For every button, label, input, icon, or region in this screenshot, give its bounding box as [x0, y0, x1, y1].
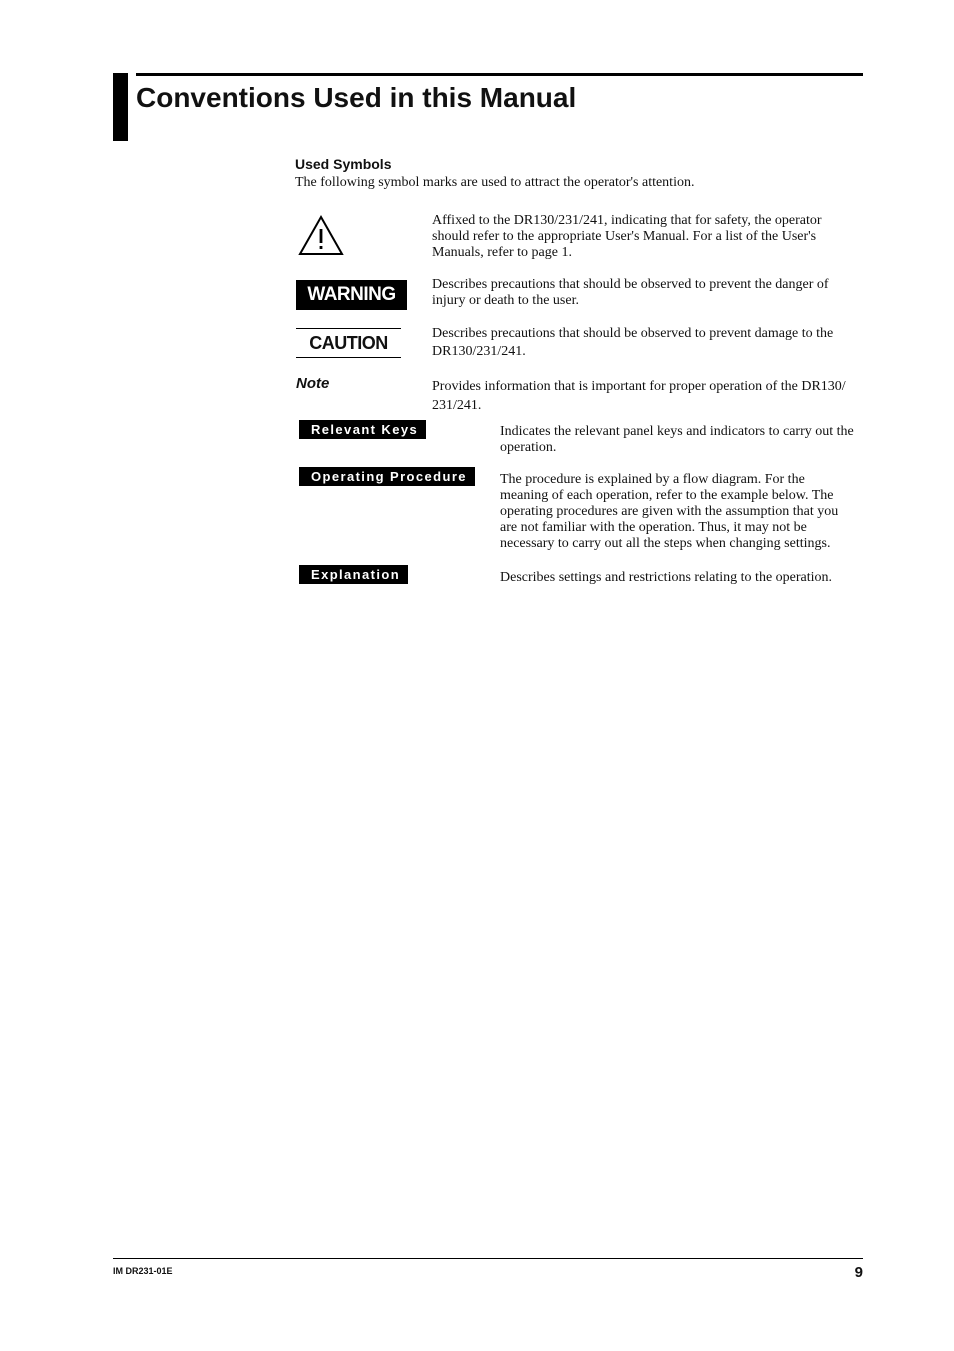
warning-triangle-icon: [297, 214, 345, 258]
section-heading: Used Symbols: [295, 156, 392, 172]
warning-badge: WARNING: [296, 280, 407, 310]
caution-description: Describes precautions that should be observed to prevent damage to the DR130/231/241.: [432, 326, 834, 359]
title-accent-bar: [113, 73, 128, 141]
caution-badge: CAUTION: [296, 328, 401, 358]
footer-document-id: IM DR231-01E: [113, 1266, 173, 1276]
warning-description: Describes precautions that should be observed to prevent the danger of injury or death to the user.: [432, 277, 829, 308]
operating-procedure-label: Operating Procedure: [299, 467, 475, 486]
explanation-description: Describes settings and restrictions relating to the operation.: [500, 570, 833, 585]
page-number: 9: [854, 1264, 863, 1281]
operating-procedure-description: The procedure is explained by a flow diagram. For the meaning of each operation, refer to the example below. The operating procedures are given with the assumption that you are not familiar with the operation. Thus, it may not be necessary to carry out all the steps when changing settings.: [500, 472, 839, 551]
page-title: Conventions Used in this Manual: [136, 82, 577, 113]
note-description: Provides information that is important for proper operation of the DR130/ 231/241.: [432, 379, 846, 413]
footer-rule: [113, 1258, 863, 1259]
title-rule: [136, 73, 863, 76]
relevant-keys-description: Indicates the relevant panel keys and indicators to carry out the operation.: [500, 424, 854, 455]
note-label: Note: [296, 375, 330, 392]
section-intro: The following symbol marks are used to attract the operator's attention.: [295, 175, 695, 190]
safety-symbol-description: Affixed to the DR130/231/241, indicating that for safety, the operator should refer to the appropriate User's Manual. For a list of the User's Manuals, refer to page 1.: [432, 213, 822, 260]
explanation-label: Explanation: [299, 565, 408, 584]
relevant-keys-label: Relevant Keys: [299, 420, 426, 439]
